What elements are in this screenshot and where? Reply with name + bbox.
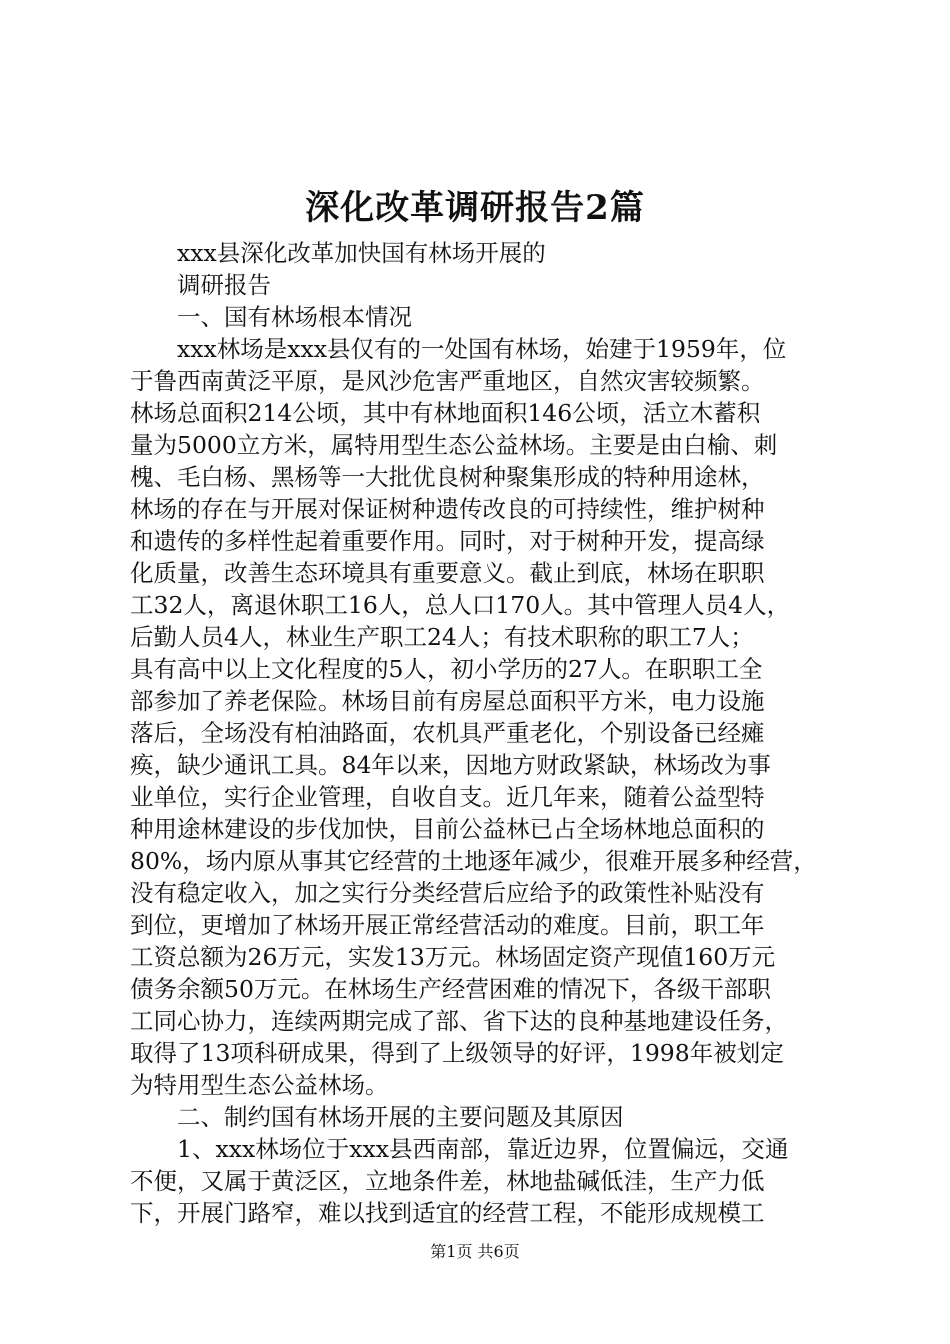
paragraph-line: 具有高中以上文化程度的5人，初小学历的27人。在职职工全 xyxy=(130,655,763,683)
paragraph-line: 痪，缺少通讯工具。84年以来，因地方财政紧缺，林场改为事 xyxy=(130,751,771,779)
paragraph-line: 量为5000立方米，属特用型生态公益林场。主要是由白榆、刺 xyxy=(130,431,778,459)
paragraph-line: 工32人，离退休职工16人，总人口170人。其中管理人员4人， xyxy=(130,591,791,619)
paragraph-line: 业单位，实行企业管理，自收自支。近几年来，随着公益型特 xyxy=(130,783,765,811)
paragraph-line: 化质量，改善生态环境具有重要意义。截止到底，林场在职职 xyxy=(130,559,765,587)
subtitle-line-2: 调研报告 xyxy=(177,271,271,299)
paragraph-line: 后勤人员4人，林业生产职工24人；有技术职称的职工7人； xyxy=(130,623,754,651)
section-heading-1: 一、国有林场根本情况 xyxy=(177,303,412,331)
paragraph-line: 没有稳定收入，加之实行分类经营后应给予的政策性补贴没有 xyxy=(130,879,765,907)
paragraph-line: 落后，全场没有柏油路面，农机具严重老化，个别设备已经瘫 xyxy=(130,719,765,747)
subtitle-line-1: xxx县深化改革加快国有林场开展的 xyxy=(177,239,546,267)
paragraph-line: 槐、毛白杨、黑杨等一大批优良树种聚集形成的特种用途林， xyxy=(130,463,765,491)
section-heading-2: 二、制约国有林场开展的主要问题及其原因 xyxy=(177,1103,624,1131)
paragraph-line: 林场总面积214公顷，其中有林地面积146公顷，活立木蓄积 xyxy=(130,399,761,427)
paragraph-line: 下，开展门路窄，难以找到适宜的经营工程，不能形成规模工 xyxy=(130,1199,765,1227)
paragraph-line: 80%，场内原从事其它经营的土地逐年减少，很难开展多种经营， xyxy=(130,847,817,875)
paragraph-line: 工资总额为26万元，实发13万元。林场固定资产现值160万元 xyxy=(130,943,776,971)
document-body xyxy=(130,237,830,1229)
paragraph-line: 到位，更增加了林场开展正常经营活动的难度。目前，职工年 xyxy=(130,911,765,939)
paragraph-line: 1、xxx林场位于xxx县西南部，靠近边界，位置偏远，交通 xyxy=(177,1135,789,1163)
paragraph-line: 和遗传的多样性起着重要作用。同时，对于树种开发，提高绿 xyxy=(130,527,765,555)
page-footer: 第1页 共6页 xyxy=(430,1242,520,1261)
paragraph-line: 为特用型生态公益林场。 xyxy=(130,1071,389,1099)
document-title: 深化改革调研报告2篇 xyxy=(305,188,645,228)
paragraph-line: 部参加了养老保险。林场目前有房屋总面积平方米，电力设施 xyxy=(130,687,765,715)
paragraph-line: 林场的存在与开展对保证树种遗传改良的可持续性，维护树种 xyxy=(130,495,765,523)
paragraph-line: 工同心协力，连续两期完成了部、省下达的良种基地建设任务， xyxy=(130,1007,788,1035)
paragraph-line: 取得了13项科研成果，得到了上级领导的好评，1998年被划定 xyxy=(130,1039,784,1067)
paragraph-line: 种用途林建设的步伐加快，目前公益林已占全场林地总面积的 xyxy=(130,815,765,843)
paragraph-line: 不便，又属于黄泛区，立地条件差，林地盐碱低洼，生产力低 xyxy=(130,1167,765,1195)
paragraph-line: 债务余额50万元。在林场生产经营困难的情况下，各级干部职 xyxy=(130,975,771,1003)
paragraph-line: xxx林场是xxx县仅有的一处国有林场，始建于1959年，位 xyxy=(177,335,787,363)
paragraph-line: 于鲁西南黄泛平原，是风沙危害严重地区，自然灾害较频繁。 xyxy=(130,367,765,395)
